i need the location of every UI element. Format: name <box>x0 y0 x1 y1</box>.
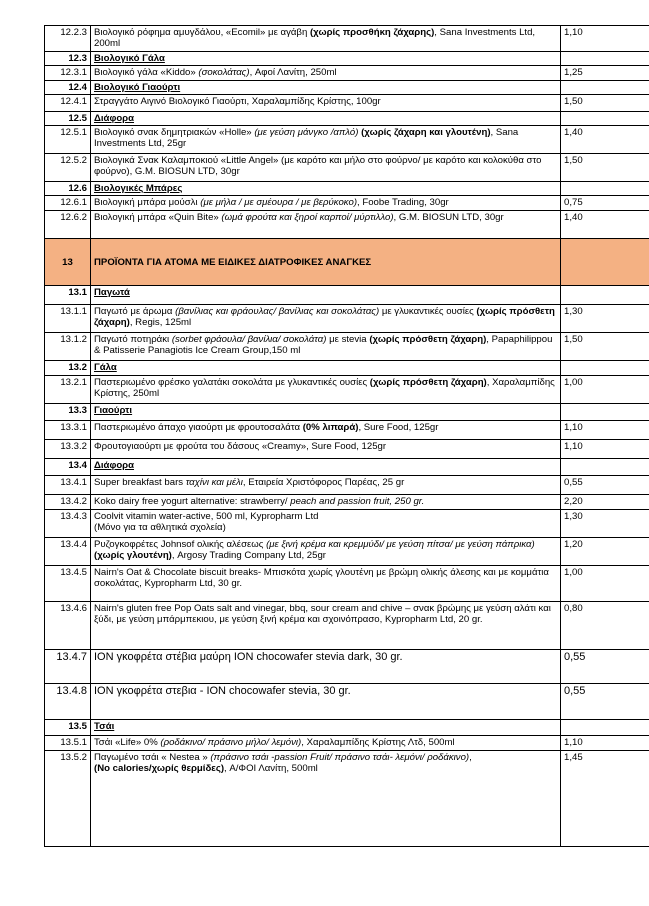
description-segment: Τσάι «Life» 0% <box>94 737 161 748</box>
table-row <box>45 421 649 440</box>
description-segment: (ροδάκινο/ πράσινο μήλο/ λεμόνι) <box>160 737 302 748</box>
subheading-row <box>45 459 649 476</box>
item-price <box>561 720 649 736</box>
table-row <box>45 495 649 510</box>
item-price: 0,80 <box>561 602 649 650</box>
description-segment: , Χαραλαμπίδης Κρίστης Λτδ, 500ml <box>301 737 455 748</box>
description-segment: , Foobe Trading, 30gr <box>357 197 449 208</box>
item-description <box>91 421 561 440</box>
subheading-row <box>45 52 649 66</box>
item-description <box>91 720 561 736</box>
description-segment: (sorbet φράουλα/ βανίλια/ σοκολάτα) <box>171 334 327 345</box>
item-code: 12.3.1 <box>45 66 91 81</box>
description-segment: Γάλα <box>94 362 117 373</box>
item-price: 1,10 <box>561 421 649 440</box>
item-price <box>561 286 649 305</box>
item-description <box>91 333 561 361</box>
item-price <box>561 459 649 476</box>
table-row <box>45 376 649 404</box>
item-code: 13.5.1 <box>45 736 91 751</box>
item-price <box>561 112 649 126</box>
subheading-row <box>45 182 649 196</box>
description-segment: (No calories/χωρίς θερμίδες) <box>94 763 225 774</box>
item-code: 12.5.1 <box>45 126 91 154</box>
item-description <box>91 440 561 459</box>
item-description <box>91 538 561 566</box>
item-code: 13.4 <box>45 459 91 476</box>
price-list-rows <box>45 26 649 847</box>
item-code: 13.5.2 <box>45 751 91 847</box>
item-description <box>91 495 561 510</box>
price-list-table <box>44 25 649 847</box>
description-segment: Koko dairy free yogurt alternative: strawberry/ <box>94 496 291 507</box>
description-segment: (0% λιπαρά) <box>302 422 359 433</box>
table-row <box>45 440 649 459</box>
item-code: 13.1 <box>45 286 91 305</box>
item-description <box>91 211 561 239</box>
description-segment: (με γεύση μάνγκο /απλό) <box>254 127 359 138</box>
table-row <box>45 736 649 751</box>
item-description <box>91 684 561 720</box>
description-segment: Τσάι <box>94 721 115 732</box>
item-description <box>91 81 561 95</box>
item-price <box>561 361 649 376</box>
description-segment: Στραγγάτο Αιγινό Βιολογικό Γιαούρτι, Χαραλαμπίδης Κρίστης, 100gr <box>94 96 381 107</box>
table-row <box>45 650 649 684</box>
item-code: 13.1.1 <box>45 305 91 333</box>
item-code: 13.4.7 <box>45 650 91 684</box>
item-price: 1,30 <box>561 510 649 538</box>
description-segment: (ωμά φρούτα και ξηροί καρποί/ μύρτιλλο) <box>221 212 394 223</box>
description-segment: Nairn's Oat & Chocolate biscuit breaks- Μπισκότα χωρίς γλουτένη με βρώμη ολικής άλεσης και με κομμάτια σοκολάτας, Kypropharm Ltd, 30 gr. <box>94 567 549 589</box>
item-description <box>91 376 561 404</box>
item-description <box>91 286 561 305</box>
item-price: 1,30 <box>561 305 649 333</box>
item-code: 13.4.8 <box>45 684 91 720</box>
description-segment: Βιολογική μπάρα «Quin Bite» <box>94 212 222 223</box>
item-description <box>91 736 561 751</box>
table-row <box>45 751 649 847</box>
item-code: 12.6 <box>45 182 91 196</box>
item-description <box>91 95 561 112</box>
item-price: 1,20 <box>561 538 649 566</box>
item-description <box>91 305 561 333</box>
item-price: 0,75 <box>561 196 649 211</box>
item-description <box>91 66 561 81</box>
description-segment: , Regis, 125ml <box>129 317 192 328</box>
item-code: 13.4.6 <box>45 602 91 650</box>
item-description <box>91 650 561 684</box>
item-description <box>91 196 561 211</box>
description-segment: Γιαούρτι <box>94 405 133 416</box>
item-description <box>91 154 561 182</box>
table-row <box>45 333 649 361</box>
item-code: 12.5.2 <box>45 154 91 182</box>
item-description <box>91 510 561 538</box>
item-price: 0,55 <box>561 650 649 684</box>
description-segment: , Αφοί Λανίτη, 250ml <box>249 67 337 78</box>
description-segment: Παγωτά <box>94 287 130 298</box>
description-segment: , Εταιρεία Χριστόφορος Παρέας, 25 gr <box>242 477 405 488</box>
item-code: 13.3.2 <box>45 440 91 459</box>
item-price: 1,10 <box>561 26 649 52</box>
item-price <box>561 52 649 66</box>
table-row <box>45 211 649 239</box>
item-price: 1,45 <box>561 751 649 847</box>
description-segment: (με ξινή κρέμα και κρεμμύδι/ με γεύση πίτσα/ με γεύση πάπρικα) <box>266 539 535 550</box>
item-code: 13.3 <box>45 404 91 421</box>
description-segment: , Χαραλαμπίδης Κρίστης, 250ml <box>94 377 555 399</box>
description-segment: , Sure Food, 125gr <box>358 422 439 433</box>
subheading-row <box>45 404 649 421</box>
item-description <box>91 476 561 495</box>
table-row <box>45 26 649 52</box>
item-code: 12.6.1 <box>45 196 91 211</box>
description-segment: Nairn's gluten free Pop Oats salt and vinegar, bbq, sour cream and chive – σνακ βρώμης με γεύση αλάτι και ξύδι, με γεύση μπάρμπεκιου, με γεύση ξινή κρέμα και σχοινόπρασο, Kypropharm Ltd, 20 gr. <box>94 603 551 625</box>
item-price: 1,25 <box>561 66 649 81</box>
item-description <box>91 751 561 847</box>
description-segment: Παστεριωμένο άπαχο γιαούρτι με φρουτοσαλάτα <box>94 422 303 433</box>
item-description <box>91 26 561 52</box>
table-row <box>45 196 649 211</box>
item-code: 12.4 <box>45 81 91 95</box>
description-segment: (σοκολάτας) <box>198 67 250 78</box>
item-code: 13.4.3 <box>45 510 91 538</box>
item-code: 13.4.2 <box>45 495 91 510</box>
description-segment: ταχίνι και μέλι <box>185 477 243 488</box>
subheading-row <box>45 112 649 126</box>
description-segment: , <box>469 752 472 763</box>
item-code: 13.2.1 <box>45 376 91 404</box>
description-segment: peach and passion fruit, 250 gr. <box>290 496 425 507</box>
table-row <box>45 66 649 81</box>
description-segment: Φρουτογιαούρτι με φρούτα του δάσους «Creamy», Sure Food, 125gr <box>94 441 387 452</box>
section-row <box>45 239 649 286</box>
table-row <box>45 95 649 112</box>
description-segment: , G.M. BIOSUN LTD, 30gr <box>393 212 504 223</box>
description-segment: Super breakfast bars <box>94 477 186 488</box>
item-code: 12.4.1 <box>45 95 91 112</box>
table-row <box>45 126 649 154</box>
description-segment: Βιολογικό γάλα «Kiddo» <box>94 67 199 78</box>
item-price: 1,50 <box>561 154 649 182</box>
item-price: 1,50 <box>561 333 649 361</box>
table-row <box>45 305 649 333</box>
description-segment: Διάφορα <box>94 460 135 471</box>
description-segment: Βιολογικό Γάλα <box>94 53 165 64</box>
description-segment: με stevia <box>326 334 370 345</box>
item-price: 1,50 <box>561 95 649 112</box>
table-row <box>45 566 649 602</box>
item-description <box>91 566 561 602</box>
item-code: 13.4.5 <box>45 566 91 602</box>
table-row <box>45 684 649 720</box>
description-segment: (χωρίς πρόσθετη ζάχαρη) <box>369 334 487 345</box>
description-segment: ION γκοφρέτα στέβια μαύρη ION chocowafer stevia dark, 30 gr. <box>94 651 403 663</box>
description-segment: Βιολογικά Σνακ Καλαμποκιού «Little Angel» (με καρότο και μήλο στο φούρνο/ με καρότο και κολοκύθα στο φούρνο), G.M. BIOSUN LTD, 30gr <box>94 155 542 177</box>
item-code: 13.2 <box>45 361 91 376</box>
description-segment: ION γκοφρέτα στεβια - ION chocowafer stevia, 30 gr. <box>94 685 351 697</box>
item-code: 13.3.1 <box>45 421 91 440</box>
item-description <box>91 602 561 650</box>
description-segment: ΠΡΟΪΟΝΤΑ ΓΙΑ ΑΤΟΜΑ ΜΕ ΕΙΔΙΚΕΣ ΔΙΑΤΡΟΦΙΚΕΣ ΑΝΑΓΚΕΣ <box>94 256 372 268</box>
description-segment: Βιολογικό σνακ δημητριακών «Holle» <box>94 127 255 138</box>
description-segment: Coolvit vitamin water-active, 500 ml, Kypropharm Ltd <box>94 511 319 522</box>
description-segment: , Α/ΦΟΙ Λανίτη, 500ml <box>224 763 318 774</box>
description-segment: Βιολογικές Μπάρες <box>94 183 183 194</box>
item-code: 12.3 <box>45 52 91 66</box>
subheading-row <box>45 361 649 376</box>
description-segment: (πράσινο τσάι -passion Fruit/ πράσινο τσάι- λεμόνι/ ροδάκινο) <box>210 752 470 763</box>
item-price: 1,00 <box>561 376 649 404</box>
description-segment: με γλυκαντικές ουσίες <box>379 306 477 317</box>
description-segment: , Argosy Trading Company Ltd, 25gr <box>171 550 326 561</box>
price-list-document <box>44 25 649 847</box>
subheading-row <box>45 286 649 305</box>
description-segment: , Sana Investments Ltd, 200ml <box>94 27 536 49</box>
item-description <box>91 459 561 476</box>
description-segment: Βιολογικό ρόφημα αμυγδάλου, «Ecomil» με αγάβη <box>94 27 310 38</box>
item-code: 12.5 <box>45 112 91 126</box>
description-segment: Βιολογικό Γιαούρτι <box>94 82 181 93</box>
table-row <box>45 602 649 650</box>
description-segment: , Papaphilippou & Patisserie Panagiotis Ice Cream Group,150 ml <box>94 334 553 356</box>
item-description <box>91 52 561 66</box>
description-segment: , Sana Investments Ltd, 25gr <box>94 127 519 149</box>
item-description <box>91 126 561 154</box>
subheading-row <box>45 81 649 95</box>
item-price <box>561 239 649 286</box>
item-price <box>561 404 649 421</box>
table-row <box>45 538 649 566</box>
item-description <box>91 361 561 376</box>
item-description <box>91 239 561 286</box>
description-segment: (χωρίς ζάχαρη και γλουτένη) <box>361 127 491 138</box>
description-segment: Παγωμένο τσάι « Nestea » <box>94 752 211 763</box>
description-segment: Παστεριωμένο φρέσκο γαλατάκι σοκολάτα με γλυκαντικές ουσίες <box>94 377 370 388</box>
item-description <box>91 112 561 126</box>
item-code: 13.4.1 <box>45 476 91 495</box>
item-code: 13.4.4 <box>45 538 91 566</box>
item-price: 2,20 <box>561 495 649 510</box>
subheading-row <box>45 720 649 736</box>
item-price: 1,10 <box>561 736 649 751</box>
description-segment: (Μόνο για τα αθλητικά σχολεία) <box>94 522 226 533</box>
description-segment: (με μήλα / με σμέουρα / με βερύκοκο) <box>200 197 358 208</box>
table-row <box>45 154 649 182</box>
description-segment: Διάφορα <box>94 113 135 124</box>
description-segment: Παγωτό ποτηράκι <box>94 334 172 345</box>
item-price <box>561 81 649 95</box>
item-code: 13 <box>45 239 91 286</box>
item-price: 1,10 <box>561 440 649 459</box>
item-price <box>561 182 649 196</box>
item-price: 0,55 <box>561 684 649 720</box>
item-description <box>91 182 561 196</box>
item-code: 13.1.2 <box>45 333 91 361</box>
item-description <box>91 404 561 421</box>
description-segment: (χωρίς γλουτένη) <box>94 550 172 561</box>
item-price: 0,55 <box>561 476 649 495</box>
item-code: 13.5 <box>45 720 91 736</box>
item-code: 12.2.3 <box>45 26 91 52</box>
description-segment: Παγωτό με άρωμα <box>94 306 176 317</box>
item-price: 1,40 <box>561 126 649 154</box>
description-segment: (χωρίς προσθήκη ζάχαρης) <box>309 27 435 38</box>
item-price: 1,00 <box>561 566 649 602</box>
description-segment: (βανίλιας και φράουλας/ βανίλιας και σοκολάτας) <box>175 306 380 317</box>
table-row <box>45 510 649 538</box>
item-code: 12.6.2 <box>45 211 91 239</box>
table-row <box>45 476 649 495</box>
item-price: 1,40 <box>561 211 649 239</box>
description-segment: (χωρίς πρόσθετη ζάχαρη) <box>94 306 555 328</box>
description-segment: Ρυζογκοφρέτες Johnsof ολικής αλέσεως <box>94 539 267 550</box>
description-segment: (χωρίς πρόσθετη ζάχαρη) <box>369 377 487 388</box>
description-segment: Βιολογική μπάρα μούσλι <box>94 197 201 208</box>
